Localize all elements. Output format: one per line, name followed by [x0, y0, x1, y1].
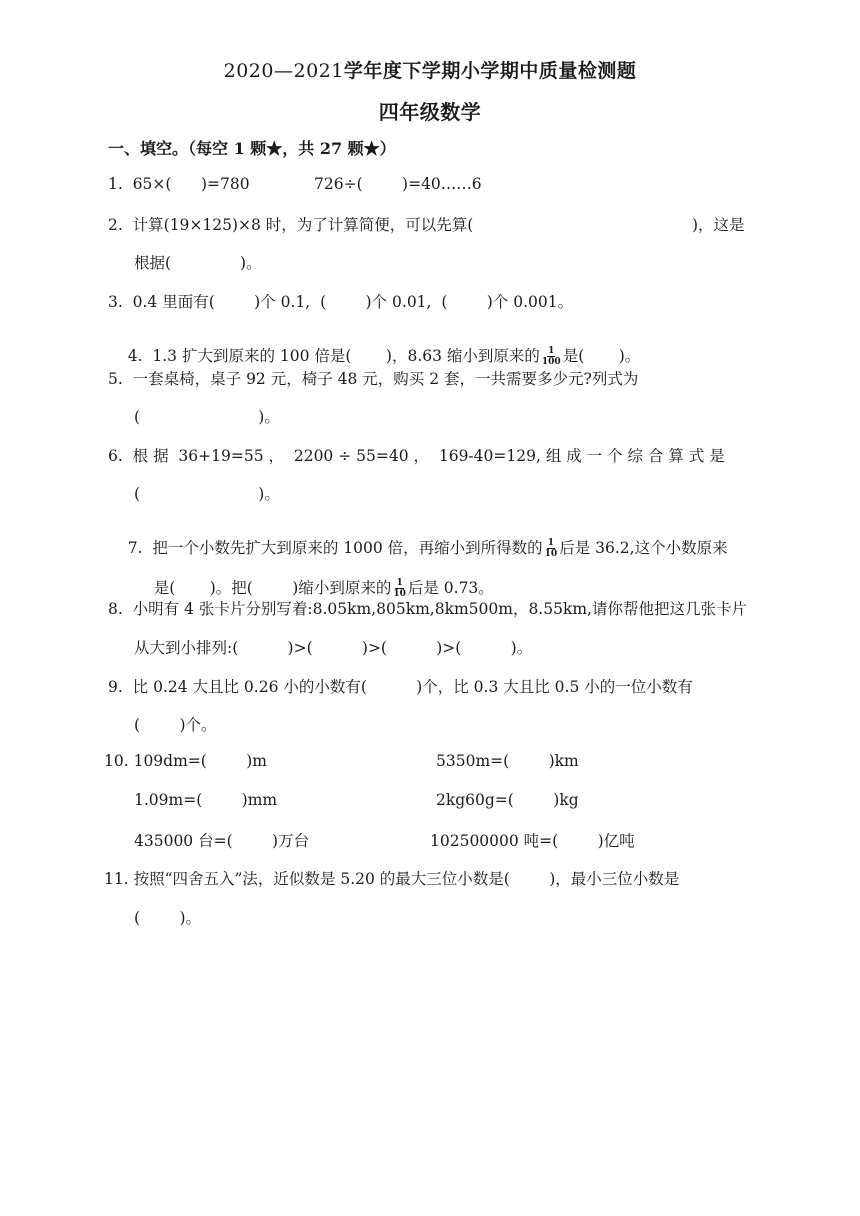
q9-line2: ( )个。 — [134, 716, 217, 734]
q7-fraction-1 — [544, 538, 559, 559]
q10-row1-right: 5350m=( )km — [436, 752, 579, 770]
q4-fraction — [541, 346, 562, 367]
q7-frac1-num: 1 — [547, 537, 555, 548]
q4-before: 4. 1.3 扩大到原来的 100 倍是( )，8.63 缩小到原来的 — [127, 347, 540, 365]
q7-frac2-num: 1 — [396, 577, 403, 588]
title-year: 2020—2021 — [223, 60, 344, 82]
q10-row1-left: 10. 109dm=( )m — [104, 752, 267, 770]
q11-line2: ( )。 — [134, 909, 202, 927]
q7-line2-after: 后是 0.73。 — [407, 579, 494, 597]
q5-line2: ( )。 — [134, 408, 280, 426]
q7-line1-before: 7. 把一个小数先扩大到原来的 1000 倍，再缩小到所得数的 — [127, 539, 543, 557]
q6-line2: ( )。 — [134, 485, 280, 503]
q7-frac1-den: 10 — [544, 548, 558, 559]
q8-line2: 从大到小排列:( )>( )>( )>( )。 — [134, 639, 533, 657]
q6-line1: 6. 根 据 36+19=55 ， 2200 ÷ 55=40 ， 169-40=129, 组 成 一 个 综 合 算 式 是 — [108, 447, 725, 465]
q11-line1: 11. 按照“四舍五入”法，近似数是 5.20 的最大三位小数是( )，最小三位小数是 — [104, 870, 680, 888]
q2-line2: 根据( )。 — [134, 254, 262, 272]
q7-frac2-den: 10 — [393, 588, 406, 599]
q1-part-b: 726÷( )=40……6 — [314, 175, 482, 193]
q2-line1-right: )，这是 — [692, 216, 745, 234]
q4-after: 是( )。 — [562, 347, 641, 365]
q7-fraction-2 — [392, 578, 407, 599]
title-text: 学年度下学期小学期中质量检测题 — [343, 60, 637, 82]
q10-row2-left: 1.09m=( )mm — [134, 791, 278, 809]
q8-line1: 8. 小明有 4 张卡片分别写着:8.05km,805km,8km500m，8.55km,请你帮他把这几张卡片 — [108, 600, 747, 618]
q5-line1: 5. 一套桌椅，桌子 92 元，椅子 48 元，购买 2 套，一共需要多少元?列式为 — [108, 370, 639, 388]
exam-subtitle: 四年级数学 — [378, 100, 482, 124]
q9-line1: 9. 比 0.24 大且比 0.26 小的小数有( )个，比 0.3 大且比 0.5 小的一位小数有 — [108, 678, 693, 696]
q2-line1-left: 2. 计算(19×125)×8 时，为了计算简便，可以先算( — [108, 216, 474, 234]
q10-row2-right: 2kg60g=( )kg — [436, 791, 579, 809]
section-title: 一、填空。（每空 1 颗★，共 27 颗★） — [108, 139, 396, 158]
q7-line2-before: 是( )。把( )缩小到原来的 — [153, 579, 392, 597]
exam-title — [0, 56, 860, 83]
q3-line: 3. 0.4 里面有( )个 0.1, ( )个 0.01, ( )个 0.001。 — [108, 293, 574, 311]
q1-part-a: 1. 65×( )=780 — [108, 175, 250, 193]
q4-frac-den: 100 — [541, 356, 561, 367]
q10-row3-left: 435000 台=( )万台 — [134, 832, 310, 850]
q4-frac-num: 1 — [548, 345, 555, 356]
q10-row3-right: 102500000 吨=( )亿吨 — [430, 832, 635, 850]
q7-line1-after: 后是 36.2,这个小数原来 — [559, 539, 728, 557]
